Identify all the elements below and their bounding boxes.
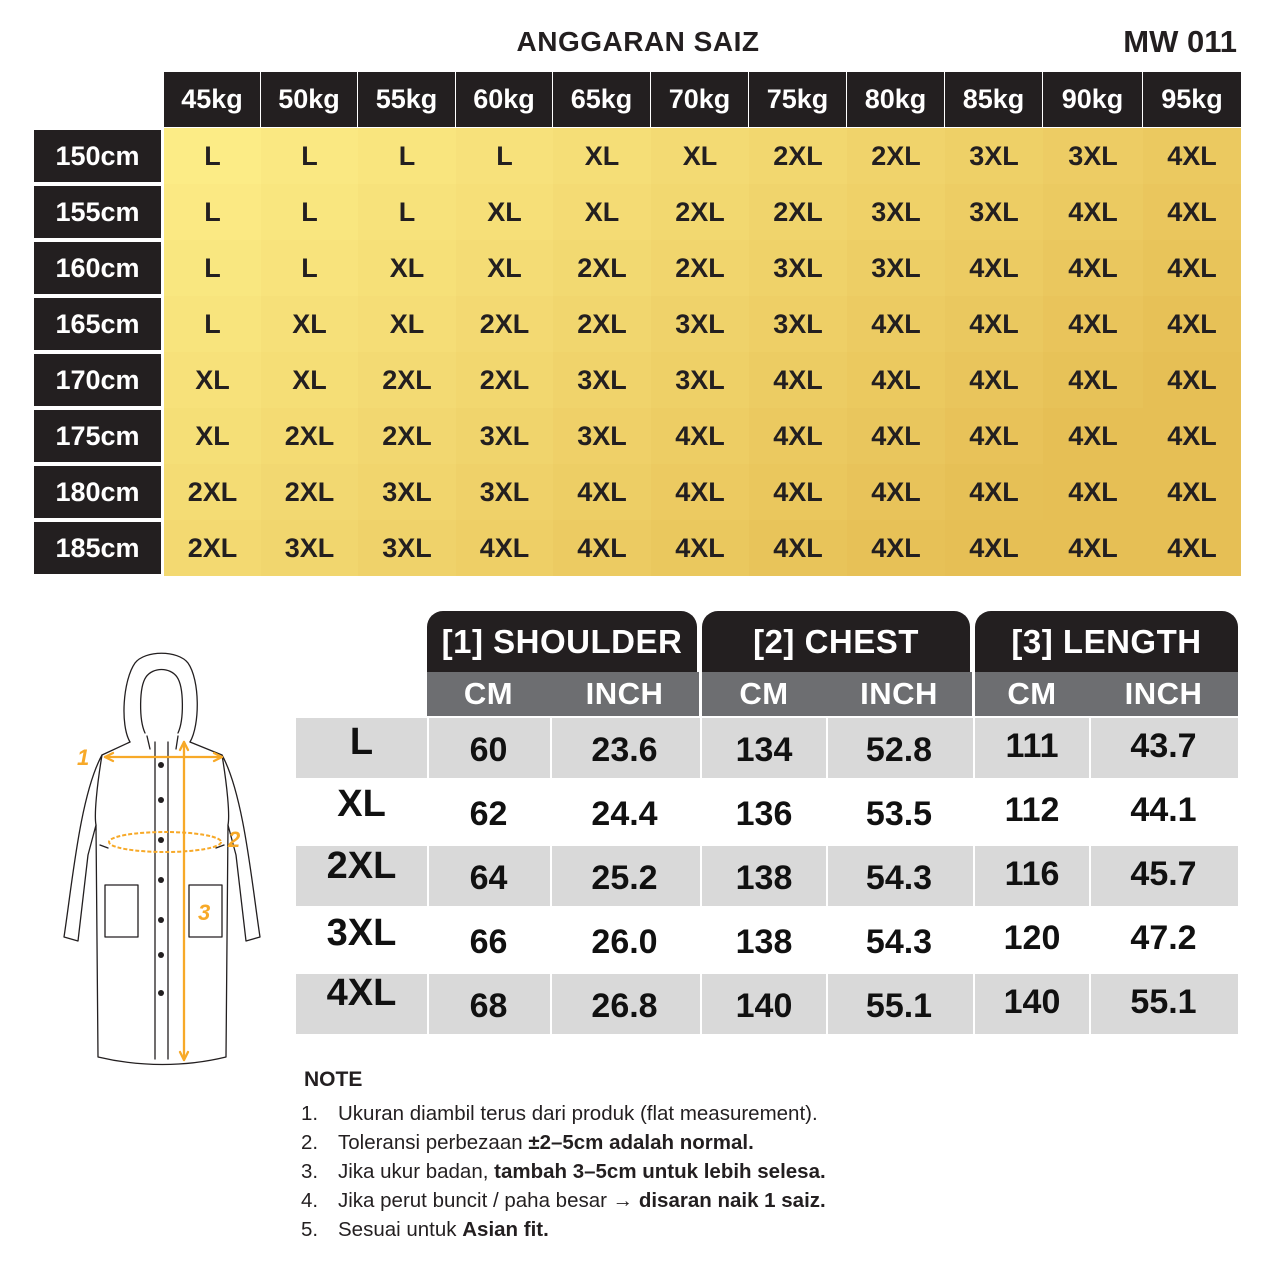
size-cell: 4XL — [1143, 520, 1241, 576]
weight-header: 80kg — [847, 72, 944, 127]
weight-header: 75kg — [749, 72, 846, 127]
size-cell: 3XL — [945, 128, 1043, 184]
size-cell: 3XL — [651, 296, 749, 352]
note-emphasis: disaran naik 1 saiz. — [638, 1189, 826, 1212]
note-item — [301, 1215, 826, 1244]
weight-header: 55kg — [358, 72, 455, 127]
size-cell: 2XL — [651, 240, 749, 296]
size-cell: 2XL — [553, 296, 651, 352]
note-emphasis: tambah 3–5cm untuk lebih selesa. — [494, 1160, 826, 1183]
size-cell: 4XL — [1143, 352, 1241, 408]
measure-value: 120 — [1003, 918, 1061, 957]
note-text: Sesuai untuk — [338, 1218, 463, 1241]
size-cell: 4XL — [1143, 408, 1241, 464]
size-cell: 2XL — [261, 408, 358, 464]
note-text: Toleransi perbezaan — [338, 1131, 529, 1154]
unit-header: CM — [427, 672, 550, 716]
measure-value: 64 — [469, 858, 508, 897]
size-cell: 3XL — [358, 464, 456, 520]
measure-value: 138 — [735, 922, 793, 961]
size-cell: L — [164, 240, 261, 296]
note-item — [301, 1186, 826, 1215]
size-cell: 4XL — [749, 520, 847, 576]
size-cell: 2XL — [553, 240, 651, 296]
size-cell: 4XL — [651, 408, 749, 464]
column-divider — [427, 716, 429, 1042]
height-header: 170cm — [34, 354, 161, 406]
size-cell: 4XL — [1143, 240, 1241, 296]
size-cell: 4XL — [1043, 464, 1143, 520]
unit-header: INCH — [550, 672, 699, 716]
size-cell: 4XL — [1043, 240, 1143, 296]
size-cell: 4XL — [1043, 408, 1143, 464]
size-cell: 4XL — [945, 296, 1043, 352]
height-header: 175cm — [34, 410, 161, 462]
measure-value: 140 — [1003, 982, 1061, 1021]
height-header: 160cm — [34, 242, 161, 294]
size-cell: XL — [651, 128, 749, 184]
coat-diagram — [50, 645, 280, 1070]
weight-header: 45kg — [164, 72, 260, 127]
note-number: 2. — [301, 1131, 319, 1154]
size-cell: L — [164, 128, 261, 184]
measure-value: 52.8 — [865, 730, 933, 769]
height-header: 155cm — [34, 186, 161, 238]
size-cell: 4XL — [1143, 296, 1241, 352]
size-cell: 4XL — [1043, 184, 1143, 240]
note-number: 3. — [301, 1160, 319, 1183]
size-cell: 4XL — [1143, 464, 1241, 520]
size-cell: L — [261, 128, 358, 184]
size-cell: 4XL — [847, 408, 945, 464]
measure-value: 55.1 — [1130, 982, 1197, 1021]
size-cell: 4XL — [1043, 296, 1143, 352]
size-cell: 3XL — [847, 184, 945, 240]
weight-header: 95kg — [1143, 72, 1241, 127]
size-cell: 4XL — [847, 464, 945, 520]
measure-value: 26.8 — [591, 986, 658, 1025]
size-cell: 3XL — [553, 408, 651, 464]
size-cell: 3XL — [358, 520, 456, 576]
size-cell: 4XL — [1043, 352, 1143, 408]
note-emphasis: ±2–5cm adalah normal. — [528, 1131, 754, 1154]
measure-value: 26.0 — [591, 922, 658, 961]
column-divider — [826, 716, 828, 1042]
measure-value: 43.7 — [1130, 726, 1197, 765]
size-cell: 2XL — [651, 184, 749, 240]
measure-value: 140 — [735, 986, 793, 1025]
size-cell: 4XL — [945, 464, 1043, 520]
product-code: MW 011 — [1123, 24, 1237, 59]
note-number: 1. — [301, 1102, 319, 1125]
size-label: 2XL — [326, 844, 397, 887]
measure-group-header: [1] SHOULDER — [427, 611, 697, 672]
measure-value: 54.3 — [865, 858, 933, 897]
measure-value: 47.2 — [1130, 918, 1197, 957]
size-cell: L — [164, 296, 261, 352]
unit-header: INCH — [826, 672, 972, 716]
size-cell: 3XL — [456, 464, 553, 520]
measure-value: 134 — [735, 730, 793, 769]
size-cell: 4XL — [749, 464, 847, 520]
height-header: 150cm — [34, 130, 161, 182]
weight-header: 70kg — [651, 72, 748, 127]
size-cell: XL — [358, 296, 456, 352]
marker-3: 3 — [198, 900, 211, 925]
note-heading: NOTE — [304, 1068, 363, 1091]
measure-value: 25.2 — [591, 858, 658, 897]
size-cell: 4XL — [1143, 128, 1241, 184]
size-cell: 3XL — [1043, 128, 1143, 184]
size-cell: L — [164, 184, 261, 240]
chart-title: ANGGARAN SAIZ — [516, 26, 760, 57]
measure-value: 111 — [1005, 726, 1059, 765]
size-cell: 3XL — [456, 408, 553, 464]
measure-value: 66 — [469, 922, 508, 961]
note-emphasis: Asian fit. — [462, 1218, 549, 1241]
weight-header: 60kg — [456, 72, 552, 127]
size-cell: XL — [164, 352, 261, 408]
size-cell: 4XL — [651, 520, 749, 576]
size-cell: 4XL — [945, 408, 1043, 464]
size-cell: L — [358, 184, 456, 240]
measure-value: 53.5 — [865, 794, 933, 833]
size-cell: XL — [358, 240, 456, 296]
size-cell: 4XL — [749, 352, 847, 408]
size-cell: 4XL — [456, 520, 553, 576]
marker-1: 1 — [77, 745, 90, 770]
size-cell: L — [261, 240, 358, 296]
size-cell: 4XL — [1043, 520, 1143, 576]
size-cell: L — [261, 184, 358, 240]
weight-header: 65kg — [553, 72, 650, 127]
measure-group-header: [2] CHEST — [702, 611, 970, 672]
note-text: Jika perut buncit / paha besar → — [338, 1189, 639, 1212]
size-cell: 2XL — [456, 352, 553, 408]
size-cell: 4XL — [553, 464, 651, 520]
size-cell: 2XL — [358, 408, 456, 464]
size-cell: 4XL — [945, 240, 1043, 296]
measure-value: 138 — [735, 858, 793, 897]
size-cell: 4XL — [847, 296, 945, 352]
size-cell: 2XL — [358, 352, 456, 408]
unit-header: CM — [975, 672, 1089, 716]
measure-value: 24.4 — [591, 794, 658, 833]
size-cell: 3XL — [749, 296, 847, 352]
column-divider — [973, 716, 975, 1042]
measure-value: 116 — [1004, 854, 1060, 893]
size-cell: XL — [456, 184, 553, 240]
height-header: 185cm — [34, 522, 161, 574]
unit-header: INCH — [1089, 672, 1238, 716]
note-item — [301, 1157, 826, 1186]
size-label: XL — [337, 782, 386, 825]
size-cell: 4XL — [1143, 184, 1241, 240]
measure-value: 54.3 — [865, 922, 933, 961]
column-divider — [550, 716, 552, 1042]
measure-value: 23.6 — [591, 730, 658, 769]
note-item — [301, 1099, 826, 1128]
unit-header: CM — [702, 672, 826, 716]
size-cell: 4XL — [553, 520, 651, 576]
size-cell: 4XL — [651, 464, 749, 520]
size-cell: 2XL — [456, 296, 553, 352]
measure-value: 68 — [469, 986, 508, 1025]
note-text: Jika ukur badan, — [338, 1160, 495, 1183]
weight-header: 50kg — [261, 72, 357, 127]
weight-header: 85kg — [945, 72, 1042, 127]
height-header: 180cm — [34, 466, 161, 518]
size-cell: XL — [261, 296, 358, 352]
size-cell: XL — [456, 240, 553, 296]
size-cell: 3XL — [847, 240, 945, 296]
size-cell: 2XL — [261, 464, 358, 520]
column-divider — [1089, 716, 1091, 1042]
measure-value: 45.7 — [1130, 854, 1197, 893]
size-cell: 4XL — [945, 352, 1043, 408]
size-cell: 3XL — [945, 184, 1043, 240]
size-label: 4XL — [326, 971, 397, 1014]
note-number: 5. — [301, 1218, 319, 1241]
note-item — [301, 1128, 826, 1157]
size-cell: 2XL — [749, 128, 847, 184]
size-cell: XL — [553, 128, 651, 184]
size-cell: 2XL — [847, 128, 945, 184]
measure-value: 60 — [469, 730, 508, 769]
measure-value: 112 — [1004, 790, 1060, 829]
chest-ellipse — [109, 832, 221, 852]
size-cell: 3XL — [261, 520, 358, 576]
size-cell: 2XL — [164, 520, 261, 576]
measure-value: 62 — [469, 794, 508, 833]
size-cell: L — [456, 128, 553, 184]
measure-value: 44.1 — [1130, 790, 1197, 829]
size-cell: XL — [261, 352, 358, 408]
size-cell: 3XL — [651, 352, 749, 408]
note-list — [301, 1099, 826, 1244]
measure-value: 55.1 — [865, 986, 933, 1025]
measure-group-header: [3] LENGTH — [975, 611, 1238, 672]
size-cell: 4XL — [945, 520, 1043, 576]
size-cell: 3XL — [749, 240, 847, 296]
size-cell: 4XL — [749, 408, 847, 464]
size-cell: 2XL — [749, 184, 847, 240]
size-cell: XL — [164, 408, 261, 464]
note-text: Ukuran diambil terus dari produk (flat measurement). — [338, 1102, 818, 1125]
measure-value: 136 — [735, 794, 793, 833]
height-header: 165cm — [34, 298, 161, 350]
size-cell: XL — [553, 184, 651, 240]
size-cell: 3XL — [553, 352, 651, 408]
weight-header: 90kg — [1043, 72, 1142, 127]
size-label: 3XL — [326, 911, 397, 954]
size-label: L — [349, 720, 374, 763]
size-cell: 4XL — [847, 520, 945, 576]
size-cell: L — [358, 128, 456, 184]
marker-2: 2 — [228, 827, 241, 852]
note-number: 4. — [301, 1189, 319, 1212]
size-cell: 2XL — [164, 464, 261, 520]
size-cell: 4XL — [847, 352, 945, 408]
column-divider — [700, 716, 702, 1042]
